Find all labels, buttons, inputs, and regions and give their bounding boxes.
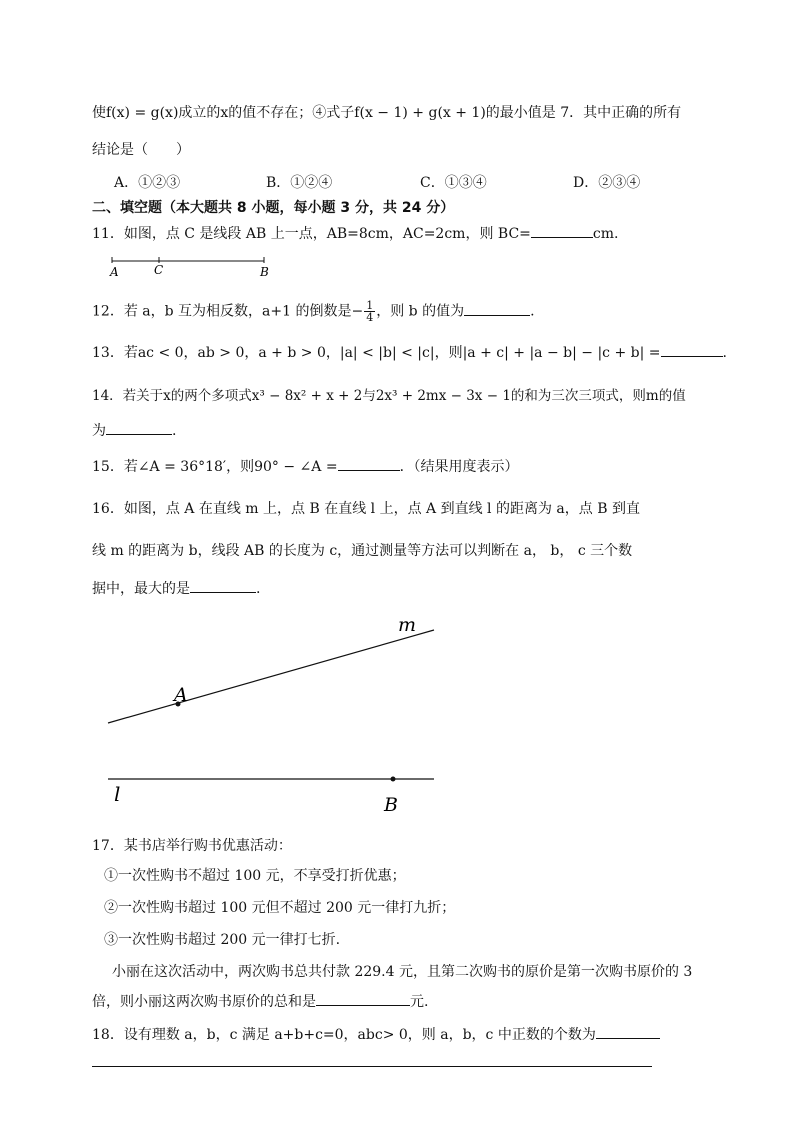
q17-para2-b: 元. <box>410 994 429 1010</box>
q16-line2: 线 m 的距离为 b，线段 AB 的长度为 c，通过测量等方法可以判断在 a， b， c 三个数 <box>92 543 633 559</box>
q18-text-a: 18．设有理数 a，b，c 满足 a+b+c=0，abc> 0，则 a，b，c 中正数的个数为 <box>92 1027 596 1043</box>
q14-line2 <box>92 420 176 440</box>
q18-text <box>92 1024 660 1044</box>
line-m <box>108 630 434 723</box>
q12-text-c: . <box>530 303 535 320</box>
q10-line1: 使f(x) = g(x)成立的x的值不存在；④式子f(x − 1) + g(x + 1)的最小值是 7．其中正确的所有 <box>92 105 682 121</box>
point-b-dot <box>391 777 396 782</box>
q10-line2: 结论是（ ） <box>92 142 190 158</box>
q12-text-b: ，则 b 的值为 <box>376 303 465 320</box>
q17-para2 <box>92 991 428 1011</box>
q18-blank[interactable] <box>596 1024 660 1039</box>
q11-text <box>92 223 618 243</box>
q16-line3-b: . <box>256 581 261 597</box>
q16-line3 <box>92 578 260 598</box>
q13-text-a: 13．若ac < 0，ab > 0，a + b > 0，|a| < |b| < |c|，则|a + c| + |a − b| − |c + b| = <box>92 345 661 361</box>
q13-text <box>92 342 727 362</box>
label-a: A <box>110 265 119 279</box>
q17-title: 17．某书店举行购书优惠活动： <box>92 838 292 854</box>
q15-text-b: ．（结果用度表示） <box>399 459 519 475</box>
q17-item-3: ③一次性购书超过 200 元一律打七折. <box>104 932 341 948</box>
q14-blank[interactable] <box>106 420 172 435</box>
q16-line1: 16．如图，点 A 在直线 m 上，点 B 在直线 l 上，点 A 到直线 l 的距离为 a，点 B 到直 <box>92 501 640 517</box>
q16-line3-a: 据中，最大的是 <box>92 581 190 597</box>
q12-fraction <box>364 300 375 323</box>
q17-item-2: ②一次性购书超过 100 元但不超过 200 元一律打九折； <box>104 900 456 916</box>
label-b: B <box>260 265 269 279</box>
label-point-a: A <box>174 684 188 706</box>
label-l: l <box>114 782 121 806</box>
q16-lines-diagram <box>100 605 445 825</box>
q15-text <box>92 456 519 476</box>
q14-line2-b: . <box>172 423 177 439</box>
q13-text-b: . <box>722 345 727 361</box>
q10-option-a: A．①②③ <box>114 175 181 191</box>
section-title: 二、填空题（本大题共 8 小题，每小题 3 分，共 24 分） <box>92 200 455 216</box>
q11-blank[interactable] <box>531 223 593 238</box>
q14-line1: 14．若关于x的两个多项式x³ − 8x² + x + 2与2x³ + 2mx − 3x − 1的和为三次三项式，则m的值 <box>92 388 686 404</box>
q12-text <box>92 300 535 323</box>
q12-blank[interactable] <box>464 301 530 316</box>
q12-frac-num: 1 <box>366 299 374 312</box>
q10-option-d: D．②③④ <box>573 175 641 191</box>
q15-text-a: 15．若∠A = 36°18′，则90° − ∠A = <box>92 459 338 475</box>
label-m: m <box>398 614 417 636</box>
q10-option-c: C．①③④ <box>420 175 487 191</box>
q16-blank[interactable] <box>190 578 256 593</box>
label-c: C <box>154 263 164 277</box>
q10-option-b: B．①②④ <box>266 175 333 191</box>
q11-text-a: 11．如图，点 C 是线段 AB 上一点，AB=8cm，AC=2cm，则 BC= <box>92 226 531 242</box>
q15-blank[interactable] <box>338 456 400 471</box>
q17-para1: 小丽在这次活动中，两次购书总共付款 229.4 元，且第二次购书的原价是第一次购书原价的 3 <box>112 964 693 980</box>
q17-blank[interactable] <box>316 991 410 1006</box>
q14-line2-a: 为 <box>92 423 106 439</box>
label-point-b: B <box>384 794 398 816</box>
q12-frac-den: 4 <box>366 311 374 324</box>
q13-blank[interactable] <box>661 342 723 357</box>
q11-segment-diagram <box>104 254 284 280</box>
q17-para2-a: 倍，则小丽这两次购书原价的总和是 <box>92 994 316 1010</box>
q17-item-1: ①一次性购书不超过 100 元，不享受打折优惠； <box>104 868 406 884</box>
q12-text-a: 12．若 a，b 互为相反数，a+1 的倒数是− <box>92 303 364 320</box>
answer-line <box>92 1066 652 1067</box>
q11-text-b: cm. <box>592 226 619 242</box>
